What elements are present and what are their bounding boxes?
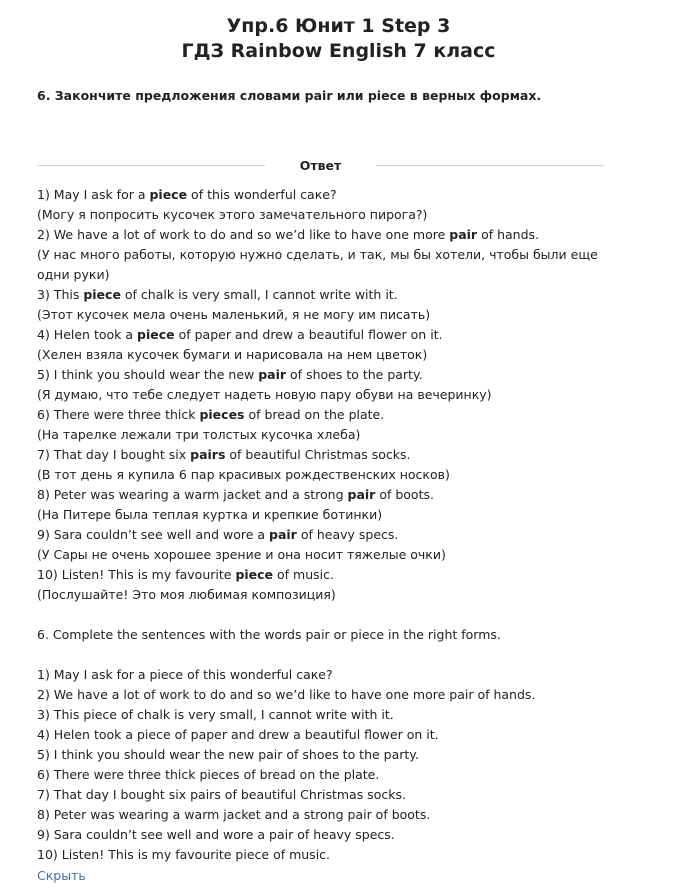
answer-line bbox=[37, 525, 657, 545]
answer-text: 8) Peter was wearing a warm jacket and a strong bbox=[37, 487, 348, 502]
answer-line bbox=[37, 485, 657, 505]
answer-line bbox=[37, 305, 657, 325]
english-sentence: 6) There were three thick pieces of bread on the plate. bbox=[37, 767, 380, 782]
answer-keyword: piece bbox=[137, 327, 175, 342]
answer-line bbox=[37, 205, 657, 225]
answer-label: Ответ bbox=[299, 158, 342, 173]
english-sentence: 1) May I ask for a piece of this wonderful caкe? bbox=[37, 667, 333, 682]
answer-line bbox=[37, 425, 657, 445]
answer-text: 5) I think you should wear the new bbox=[37, 367, 259, 382]
answer-text: of paper and drew a beautiful flower on it. bbox=[174, 327, 443, 342]
english-sentence-list bbox=[37, 665, 657, 865]
answer-text: 10) Listen! This is my favourite bbox=[37, 567, 236, 582]
answer-text: 9) Sara couldn’t see well and wore a bbox=[37, 527, 270, 542]
answer-line bbox=[37, 585, 657, 605]
answer-line bbox=[37, 445, 657, 465]
answer-line bbox=[37, 265, 657, 285]
answer-text: (У нас много работы, которую нужно сделать, и так, мы бы хотели, чтобы были еще bbox=[37, 247, 598, 262]
answer-text: (Могу я попросить кусочек этого замечательного пирога?) bbox=[37, 207, 428, 222]
answer-line bbox=[37, 185, 657, 205]
answer-text: (В тот день я купила 6 пар красивых рождественских носков) bbox=[37, 467, 450, 482]
answer-keyword: pair bbox=[258, 367, 287, 382]
answer-text: 1) May I ask for a bbox=[37, 187, 150, 202]
answer-text: 2) We have a lot of work to do and so we’d like to have one more bbox=[37, 227, 450, 242]
answer-line bbox=[37, 565, 657, 585]
answer-keyword: pair bbox=[449, 227, 478, 242]
answer-text: 7) That day I bought six bbox=[37, 447, 191, 462]
divider-line-right bbox=[376, 165, 604, 166]
answer-text: of beautiful Christmas socks. bbox=[225, 447, 411, 462]
answer-line bbox=[37, 465, 657, 485]
answer-text: of this wonderful caкe? bbox=[187, 187, 337, 202]
page-title bbox=[0, 14, 677, 64]
answer-text: (На Питере была теплая куртка и крепкие ботинки) bbox=[37, 507, 383, 522]
answer-line bbox=[37, 405, 657, 425]
answer-keyword: pair bbox=[269, 527, 297, 542]
answer-text: (На тарелке лежали три толстых кусочка хлеба) bbox=[37, 427, 361, 442]
english-sentence: 10) Listen! This is my favourite piece of music. bbox=[37, 847, 331, 862]
answer-line bbox=[37, 245, 657, 265]
answer-text: (Этот кусочек мела очень маленький, я не могу им писать) bbox=[37, 307, 431, 322]
answer-text: of music. bbox=[273, 567, 334, 582]
answer-line bbox=[37, 505, 657, 525]
answer-line bbox=[37, 285, 657, 305]
english-sentence: 4) Helen took a piece of paper and drew a beautiful flower on it. bbox=[37, 727, 439, 742]
answer-line bbox=[37, 545, 657, 565]
answer-text: of shoes to the party. bbox=[286, 367, 423, 382]
answer-line bbox=[37, 345, 657, 365]
answer-keyword: piece bbox=[149, 187, 188, 202]
english-sentence: 3) This piece of chalk is very small, I cannot write with it. bbox=[37, 707, 394, 722]
answer-text: (Я думаю, что тебе следует надеть новую пару обуви на вечеринку) bbox=[37, 387, 492, 402]
answer-text: (Послушайте! Это моя любимая композиция) bbox=[37, 587, 336, 602]
answer-divider bbox=[37, 158, 604, 176]
answer-line bbox=[37, 365, 657, 385]
english-sentence: 2) We have a lot of work to do and so we’d like to have one more pair of hands. bbox=[37, 687, 536, 702]
answer-keyword: piece bbox=[235, 567, 274, 582]
english-sentence: 5) I think you should wear the new pair of shoes to the party. bbox=[37, 747, 419, 762]
title-line-2: ГДЗ Rainbow English 7 класс bbox=[181, 40, 496, 62]
answer-keyword: pair bbox=[347, 487, 376, 502]
hide-link[interactable]: Скрыть bbox=[37, 868, 86, 883]
english-sentence: 8) Peter was wearing a warm jacket and a strong pair of boots. bbox=[37, 807, 431, 822]
answer-text: 4) Helen took a bbox=[37, 327, 137, 342]
answer-text: (У Сары не очень хорошее зрение и она носит тяжелые очки) bbox=[37, 547, 446, 562]
answer-line bbox=[37, 385, 657, 405]
answer-line bbox=[37, 225, 657, 245]
answer-text: (Хелен взяла кусочек бумаги и нарисовала на нем цветок) bbox=[37, 347, 428, 362]
english-sentence: 7) That day I bought six pairs of beautiful Christmas socks. bbox=[37, 787, 406, 802]
answer-keyword: piece bbox=[83, 287, 121, 302]
task-heading: 6. Закончите предложения словами pair или piece в верных формах. bbox=[37, 88, 542, 103]
answer-keyword: pairs bbox=[190, 447, 226, 462]
answer-keyword: pieces bbox=[199, 407, 245, 422]
answer-text: of hands. bbox=[477, 227, 540, 242]
answer-text: of boots. bbox=[375, 487, 434, 502]
english-task-heading: 6. Complete the sentences with the words pair or piece in the right forms. bbox=[37, 627, 501, 642]
answer-text: of chalk is very small, I cannot write with it. bbox=[120, 287, 398, 302]
answer-line bbox=[37, 325, 657, 345]
answer-text: 3) This bbox=[37, 287, 84, 302]
english-sentence: 9) Sara couldn’t see well and wore a pair of heavy specs. bbox=[37, 827, 395, 842]
answer-text: одни руки) bbox=[37, 267, 110, 282]
answer-text: 6) There were three thick bbox=[37, 407, 200, 422]
title-line-1: Упр.6 Юнит 1 Step 3 bbox=[226, 15, 451, 37]
answer-text: of bread on the plate. bbox=[244, 407, 385, 422]
answer-list bbox=[37, 185, 657, 605]
answer-text: of heavy specs. bbox=[296, 527, 399, 542]
